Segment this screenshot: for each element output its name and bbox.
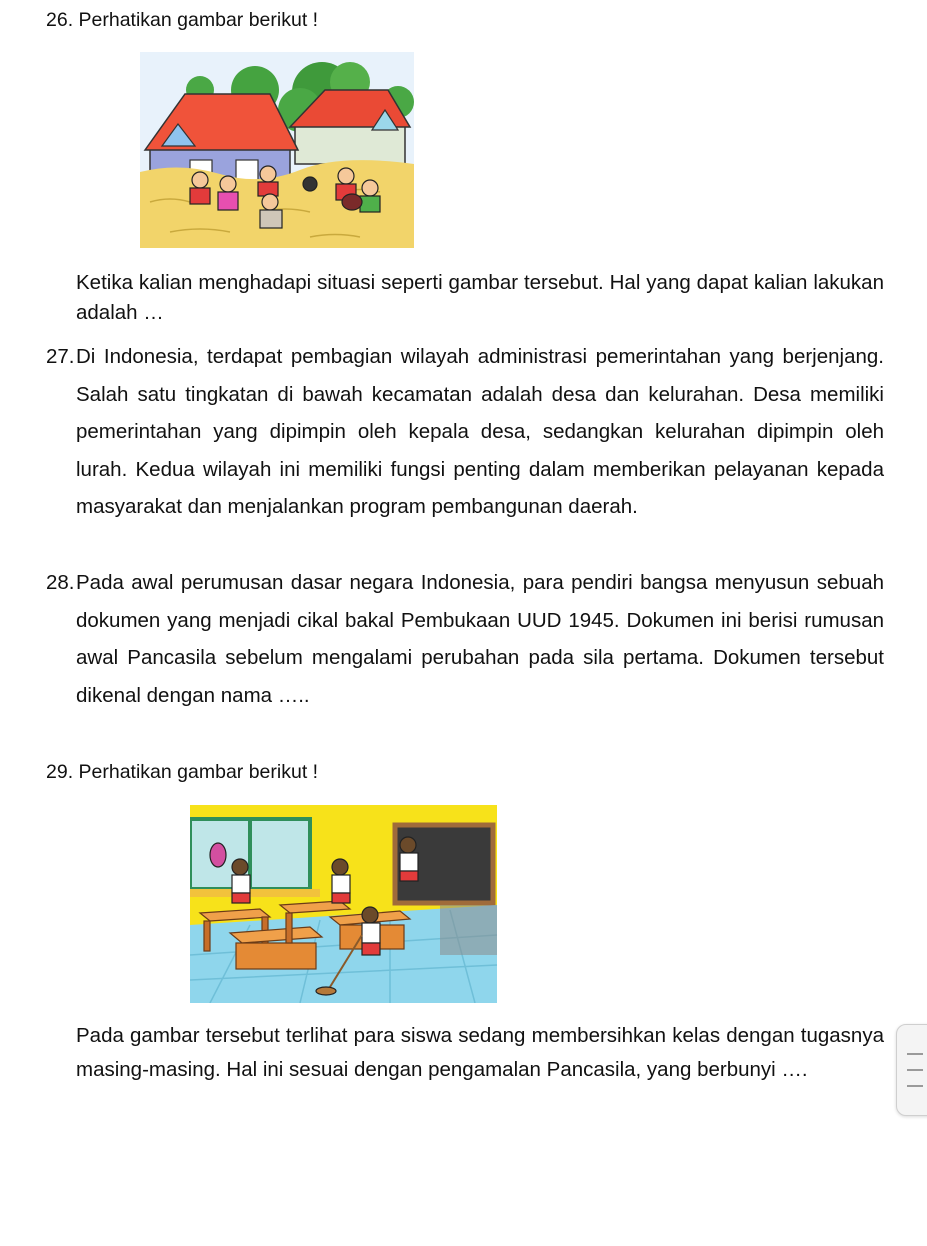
q29-heading: 29. Perhatikan gambar berikut ! [46, 761, 319, 783]
handle-grip-line [907, 1053, 923, 1055]
q28-number: 28. [46, 571, 75, 594]
q27-text: Di Indonesia, terdapat pembagian wilayah administrasi pemerintahan yang berjenjang. Salah satu tingkatan di bawah kecamatan adalah desa dan kelurahan. Desa memiliki pemerintahan yang dipimpin oleh kepala desa, sedangkan kelurahan dipimpin oleh lurah. Kedua wilayah ini memiliki fungsi penting dalam memberikan pelayanan kepada masyarakat dan menjalankan program pembangunan daerah. [76, 345, 884, 518]
q29-classroom-image [190, 805, 497, 1003]
q26-heading: 26. Perhatikan gambar berikut ! [46, 9, 319, 31]
q26-flood-image [140, 52, 414, 248]
q29-text: Pada gambar tersebut terlihat para siswa sedang membersihkan kelas dengan tugasnya masing-masing. Hal ini sesuai dengan pengamalan Pancasila, yang berbunyi …. [76, 1024, 884, 1081]
q26-text: Ketika kalian menghadapi situasi seperti gambar tersebut. Hal yang dapat kalian lakukan adalah … [76, 271, 884, 324]
side-panel-handle[interactable] [896, 1024, 927, 1116]
q27-number: 27. [46, 345, 75, 368]
q28-text: Pada awal perumusan dasar negara Indonesia, para pendiri bangsa menyusun sebuah dokumen yang menjadi cikal bakal Pembukaan UUD 1945. Dokumen ini berisi rumusan awal Pancasila sebelum mengalami perubahan pada sila pertama. Dokumen tersebut dikenal dengan nama ….. [76, 571, 884, 707]
handle-grip-line [907, 1085, 923, 1087]
handle-grip-line [907, 1069, 923, 1071]
